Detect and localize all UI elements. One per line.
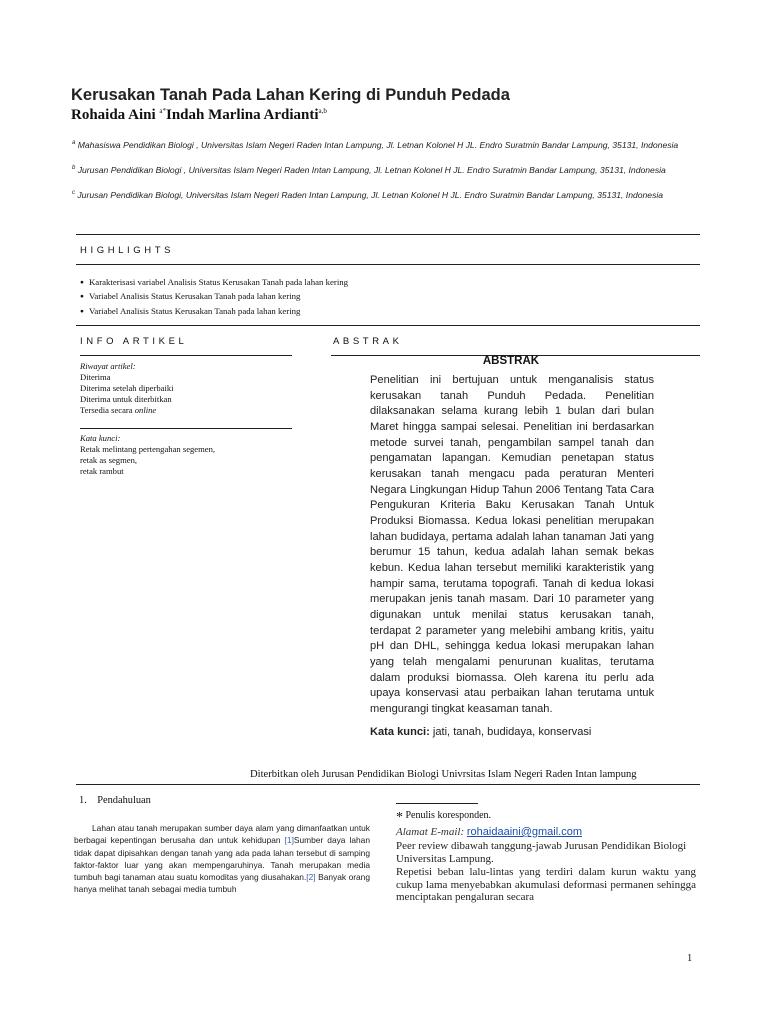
author-2: Indah Marlina Ardianti <box>165 107 319 123</box>
history-item: Diterima <box>80 372 111 382</box>
email-link[interactable]: rohaidaaini@gmail.com <box>466 826 582 838</box>
abstract-keywords <box>370 726 591 738</box>
affiliation-b-text: Jurusan Pendidikan Biologi , Universitas Islam Negeri Raden Intan Lampung, Jl. Letnan Kolonel H JL. Endro Suratmin Bandar Lampung, 35131, Indonesia <box>75 164 666 175</box>
section-title: Pendahuluan <box>97 795 151 806</box>
peer-review-note: Peer review dibawah tanggung-jawab Jurusan Pendidikan Biologi Universitas Lampung. <box>396 840 687 865</box>
highlight-item: ● Variabel Analisis Status Kerusakan Tanah pada lahan kering <box>80 305 348 319</box>
highlights-list <box>80 276 348 319</box>
divider-keywords <box>80 428 292 429</box>
repetisi-paragraph: Repetisi beban lalu-lintas yang terdiri dalam kurun waktu yang cukup lama menyebabkan akumulasi deformasi permanen sehingga menciptakan pengaluran secara <box>396 866 696 904</box>
corresponding-author-note: * Penulis koresponden. <box>396 810 492 825</box>
affiliation-c-text: Jurusan Pendidikan Biologi, Universitas Islam Negeri Raden Intan Lampung, Jl. Letnan Kolonel H JL. Endro Suratmin Bandar Lampung, 35131, Indonesia <box>75 189 664 200</box>
publisher-line: Diterbitkan oleh Jurusan Pendidikan Biologi Univrsitas Islam Negeri Raden Intan lampung <box>250 769 637 780</box>
affiliation-a-mark: a <box>72 140 76 146</box>
highlight-item: ● Variabel Analisis Status Kerusakan Tanah pada lahan kering <box>80 290 348 304</box>
affiliation-a <box>72 137 692 151</box>
abstract-keywords-text: jati, tanah, budidaya, konservasi <box>429 726 592 738</box>
affiliation-b <box>72 162 692 176</box>
keyword: Retak melintang pertengahan segemen, <box>80 444 216 454</box>
divider-info <box>80 355 292 356</box>
divider-mid <box>76 325 700 326</box>
divider-highlights <box>76 264 700 265</box>
history-label: Riwayat artikel: <box>80 361 136 371</box>
history-item: Diterima untuk diterbitkan <box>80 394 172 404</box>
author-line <box>71 107 327 124</box>
abstract-heading: ABSTRAK <box>333 336 403 347</box>
abstract-title: ABSTRAK <box>482 355 540 367</box>
author-2-affil: a,b <box>318 107 327 115</box>
citation-1[interactable]: [1] <box>284 835 294 846</box>
affiliation-b-mark: b <box>72 165 76 171</box>
history-item: Diterima setelah diperbaiki <box>80 383 174 393</box>
paper-title: Kerusakan Tanah Pada Lahan Kering di Punduh Pedada <box>71 86 510 104</box>
section-heading <box>79 795 151 806</box>
divider-top <box>76 234 700 235</box>
keywords-label: Kata kunci: <box>80 433 121 443</box>
author-1-affil: a* <box>159 107 166 115</box>
keywords-list <box>80 444 215 477</box>
info-heading: INFO ARTIKEL <box>80 336 188 347</box>
history-list <box>80 372 174 416</box>
intro-paragraph: Lahan atau tanah merupakan sumber daya alam yang dimanfaatkan untuk berbagai kepentingan berusaha dan untuk kehidupan [1]Sumber daya lahan tidak dapat dipisahkan dengan tanah yang ada pada lahan tersebut di samping faktor-faktor luar yang akan mempengaruhinya. Tanah merupakan media tumbuh bagi tanaman atau suatu komoditas yang diusahakan.[2] Banyak orang hanya melihat tanah sebagai media tumbuh <box>74 823 371 895</box>
citation-2[interactable]: [2] <box>306 872 316 883</box>
page-number: 1 <box>687 953 693 964</box>
history-item-online: Tersedia secara online <box>80 405 157 415</box>
email-line: Alamat E-mail: rohaidaaini@gmail.com <box>396 826 582 838</box>
section-number: 1. <box>79 795 87 806</box>
highlight-item: ● Karakterisasi variabel Analisis Status Kerusakan Tanah pada lahan kering <box>80 276 348 290</box>
abstract-body: Penelitian ini bertujuan untuk menganalisis status kerusakan tanah Punduh Pedada. Penelitian dilaksanakan selama kurang lebih 1 bulan dari bulan Maret hingga sampai selesai. Penelitian ini berdasarkan metode survei tanah, pengambilan sampel tanah dan pengamatan lapangan. Kemudian penetapan status kerusakan tanah mengacu pada peraturan Menteri Negara Lingkungan Hidup Tahun 2006 Tentang Tata Cara Pengukuran Kriteria Baku Kerusakan Tanah Untuk Produksi Biomassa. Kedua lokasi penelitian merupakan lahan budidaya, pertama adalah lahan tanaman Jati yang berumur 15 tahun, kedua adalah lahan semak bekas kebun. Kedua lahan tersebut memiliki karakteristik yang hampir sama, terutama topografi. Tanah di kedua lokasi merupakan jenis tanah masam. Dari 10 parameter yang digunakan untuk menilai status kerusakan tanah, terdapat 2 parameter yang melebihi ambang kritis, yaitu pH dan DHL, sehingga kedua lokasi merupakan lahan yang telah mengalami penurunan kualitas, terutama dalam produksi biomassa. Oleh karena itu perlu ada upaya konservasi atau perbaikan lahan terutama untuk mengurangi tingkat keasaman tanah. <box>370 374 654 716</box>
divider-publisher <box>76 784 700 785</box>
keyword: retak as segmen, <box>80 455 138 465</box>
affiliation-c-mark: c <box>72 190 75 196</box>
abstract-keywords-label: Kata kunci: <box>370 726 430 738</box>
keyword: retak rambut <box>80 466 124 476</box>
affiliation-a-text: Mahasiswa Pendidikan Biologi , Universitas Islam Negeri Raden Intan Lampung, Jl. Letnan Kolonel H JL. Endro Suratmin Bandar Lampung, 35131, Indonesia <box>75 139 679 150</box>
footnote-divider <box>396 803 478 804</box>
affiliation-c <box>72 187 692 201</box>
author-1: Rohaida Aini <box>71 107 160 123</box>
highlights-heading: HIGHLIGHTS <box>80 245 175 256</box>
